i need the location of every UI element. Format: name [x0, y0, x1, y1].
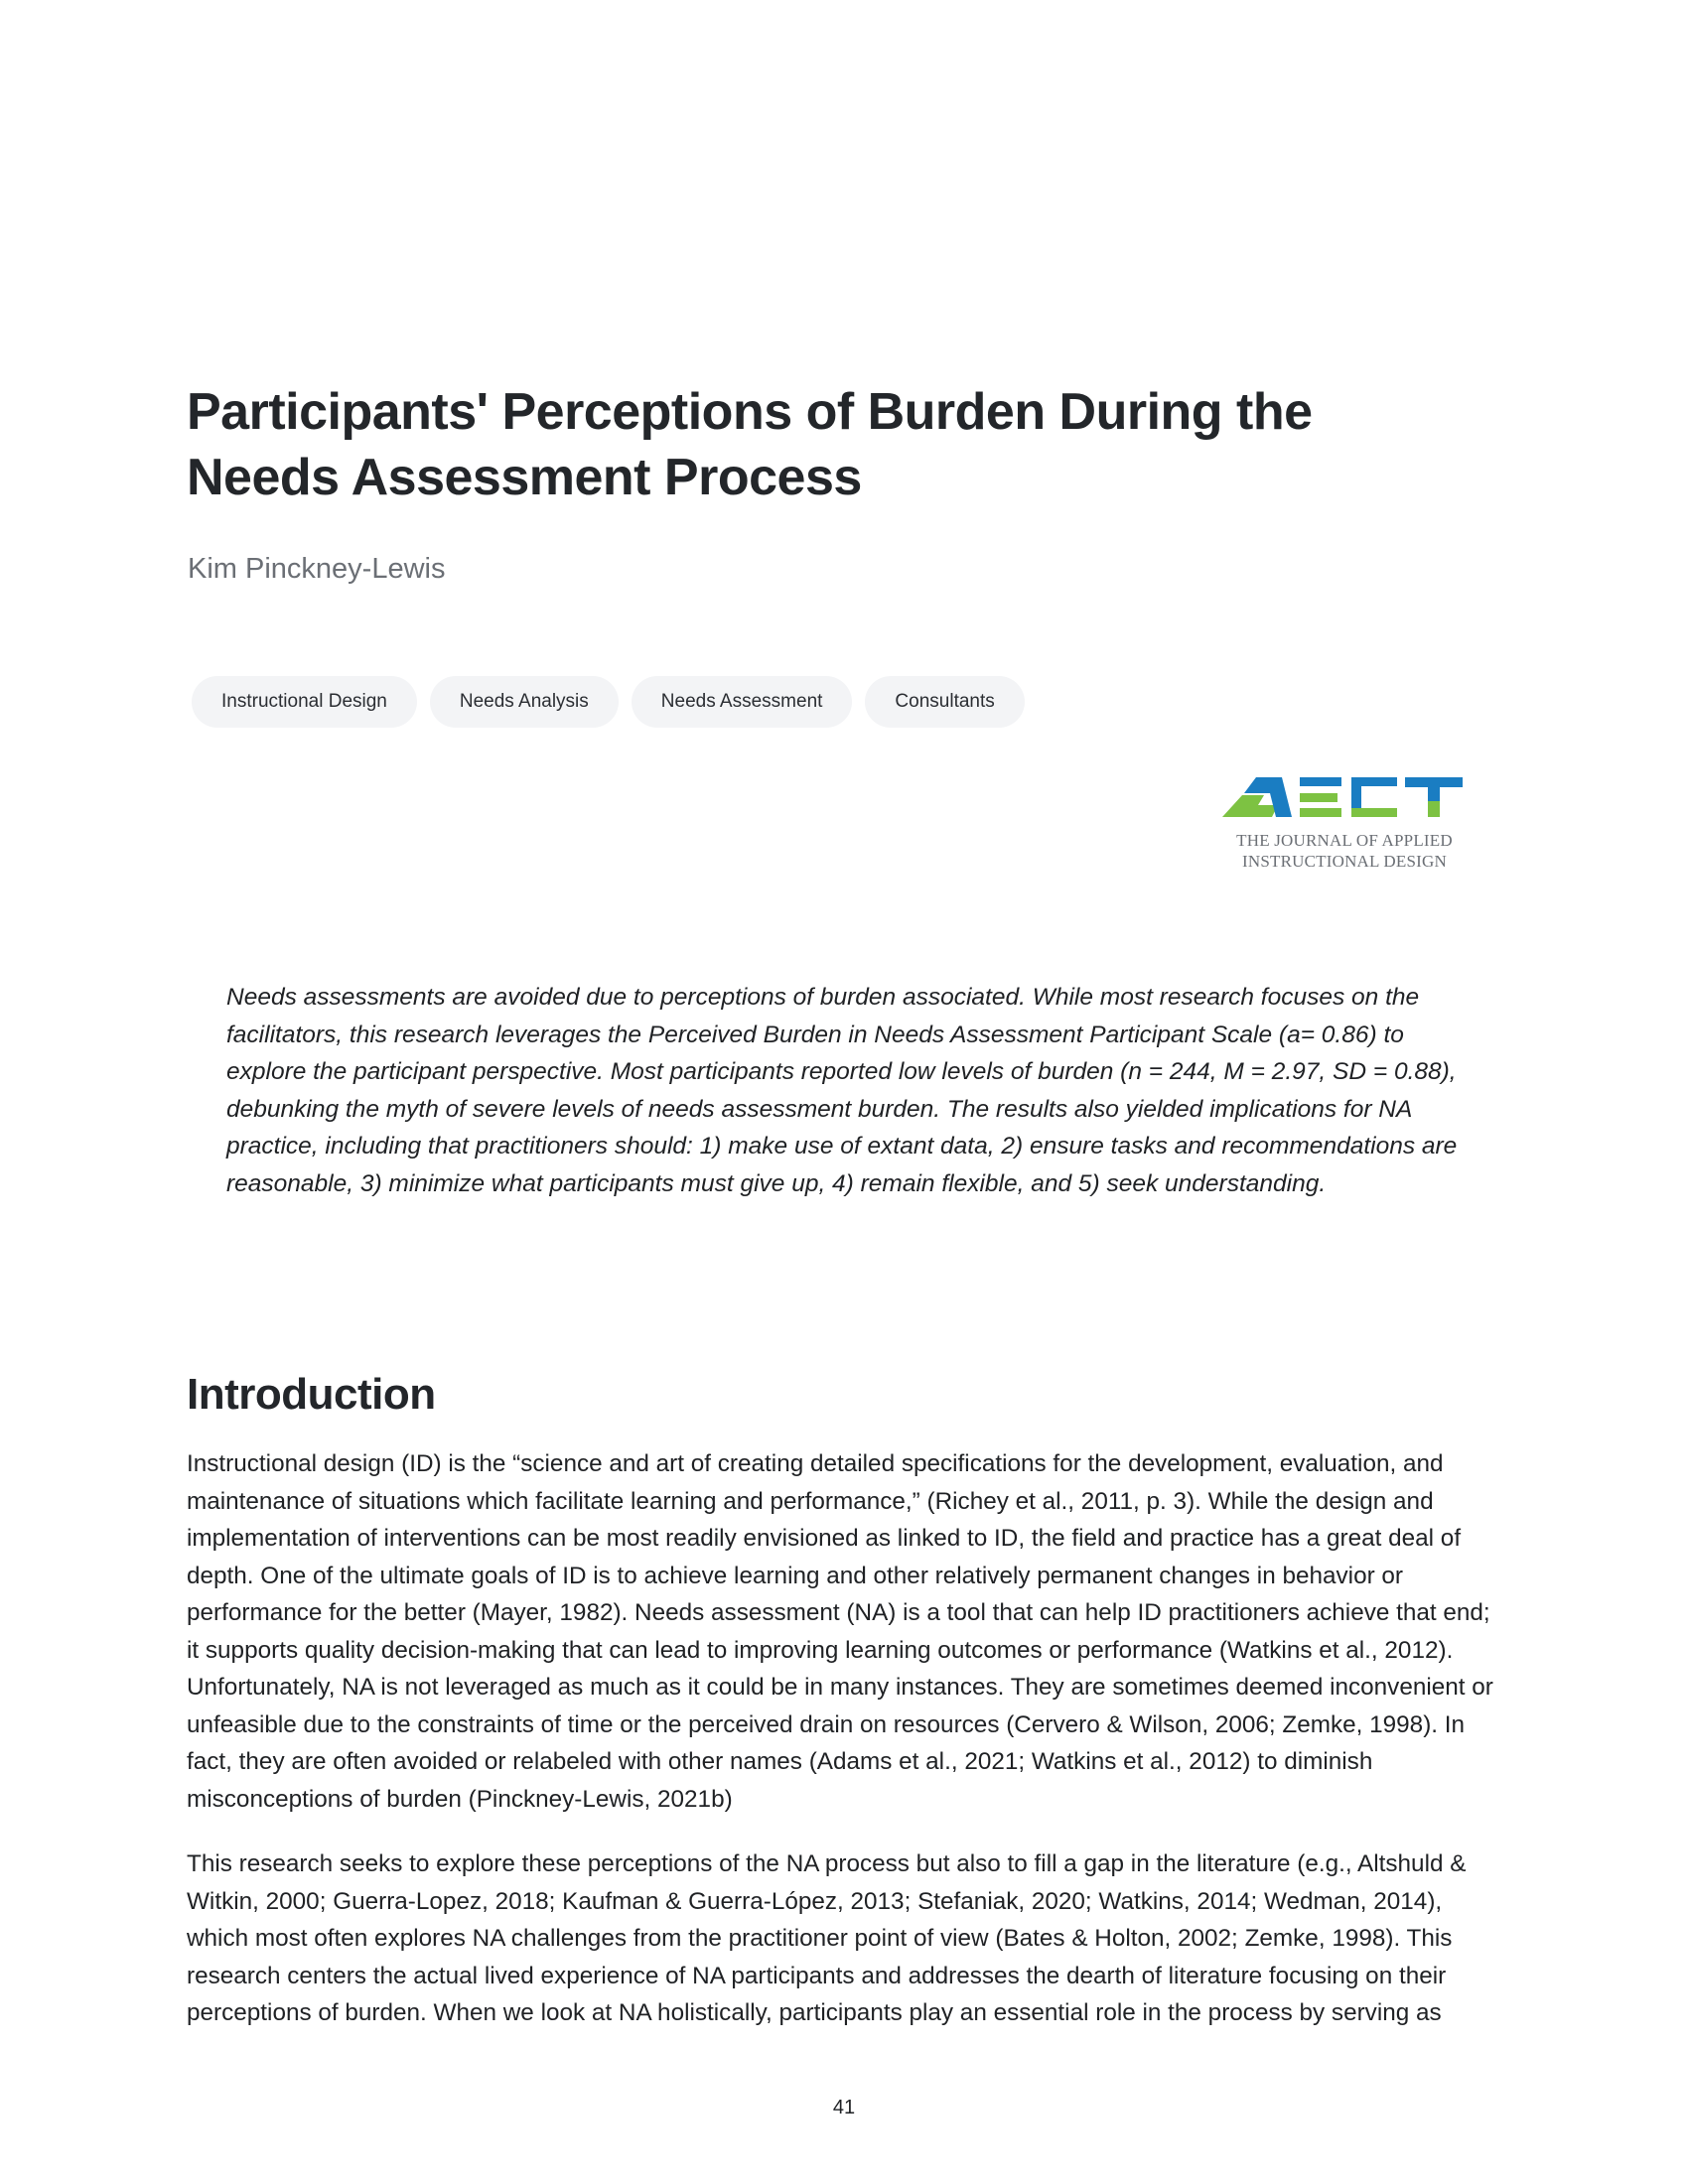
logo-caption-line1: THE JOURNAL OF APPLIED [1236, 831, 1453, 850]
keyword-tags [192, 676, 1025, 728]
tag-needs-analysis[interactable]: Needs Analysis [430, 676, 619, 728]
abstract: Needs assessments are avoided due to perceptions of burden associated. While most research focuses on the facilitators, this research leverages the Perceived Burden in Needs Assessment Participant Scale (a= 0.86) to explore the participant perspective. Most participants reported low levels of burden (n = 244, M = 2.97, SD = 0.88), debunking the myth of severe levels of needs assessment burden. The results also yielded implications for NA practice, including that practitioners should: 1) make use of extant data, 2) ensure tasks and recommendations are reasonable, 3) minimize what participants must give up, 4) remain flexible, and 5) seek understanding. [226, 984, 1458, 1197]
introduction-heading: Introduction [187, 1370, 436, 1419]
logo-letter-e-bottom [1300, 808, 1341, 817]
tag-consultants[interactable]: Consultants [865, 676, 1024, 728]
aect-journal-logo [1220, 771, 1469, 879]
logo-letter-e-top [1300, 777, 1341, 786]
logo-caption [1220, 830, 1469, 872]
article-title: Participants' Perceptions of Burden During the Needs Assessment Process [187, 383, 1313, 506]
logo-letter-c-bottom [1351, 808, 1397, 817]
introduction-paragraph-2: This research seeks to explore these perceptions of the NA process but also to fill a gap in the literature (e.g., Altshuld & Witkin, 2000; Guerra-Lopez, 2018; Kaufman & Guerra-López, 2013; Stefaniak, 2020; Watkins, 2014; Wedman, 2014), which most often explores NA challenges from the practitioner point of view (Bates & Holton, 2002; Zemke, 1998). This research centers the actual lived experience of NA participants and addresses the dearth of literature focusing on their perceptions of burden. When we look at NA holistically, participants play an essential role in the process by serving as [187, 1850, 1467, 2026]
logo-letter-e-mid [1300, 793, 1337, 802]
tag-needs-assessment[interactable]: Needs Assessment [632, 676, 853, 728]
tag-instructional-design[interactable]: Instructional Design [192, 676, 417, 728]
page-number: 41 [832, 2097, 856, 2118]
introduction-paragraph-1: Instructional design (ID) is the “science and art of creating detailed specifications for the development, evaluation, and maintenance of situations which facilitate learning and performance,” (Richey et al., 2011, p. 3). While the design and implementation of interventions can be most readily envisioned as linked to ID, the field and practice has a great deal of depth. One of the ultimate goals of ID is to achieve learning and other relatively permanent changes in behavior or performance for the better (Mayer, 1982). Needs assessment (NA) is a tool that can help ID practitioners achieve that end; it supports quality decision-making that can lead to improving learning outcomes or performance (Watkins et al., 2012). Unfortunately, NA is not leveraged as much as it could be in many instances. They are sometimes deemed inconvenient or unfeasible due to the constraints of time or the perceived drain on resources (Cervero & Wilson, 2006; Zemke, 1998). In fact, they are often avoided or relabeled with other names (Adams et al., 2021; Watkins et al., 2012) to diminish misconceptions of burden (Pinckney-Lewis, 2021b) [187, 1450, 1493, 1813]
article-author: Kim Pinckney-Lewis [188, 553, 446, 585]
logo-letter-a-green [1222, 795, 1278, 817]
logo-caption-line2: INSTRUCTIONAL DESIGN [1242, 852, 1447, 871]
aect-wordmark-graphic [1220, 771, 1469, 827]
logo-letter-t-base [1428, 801, 1440, 817]
